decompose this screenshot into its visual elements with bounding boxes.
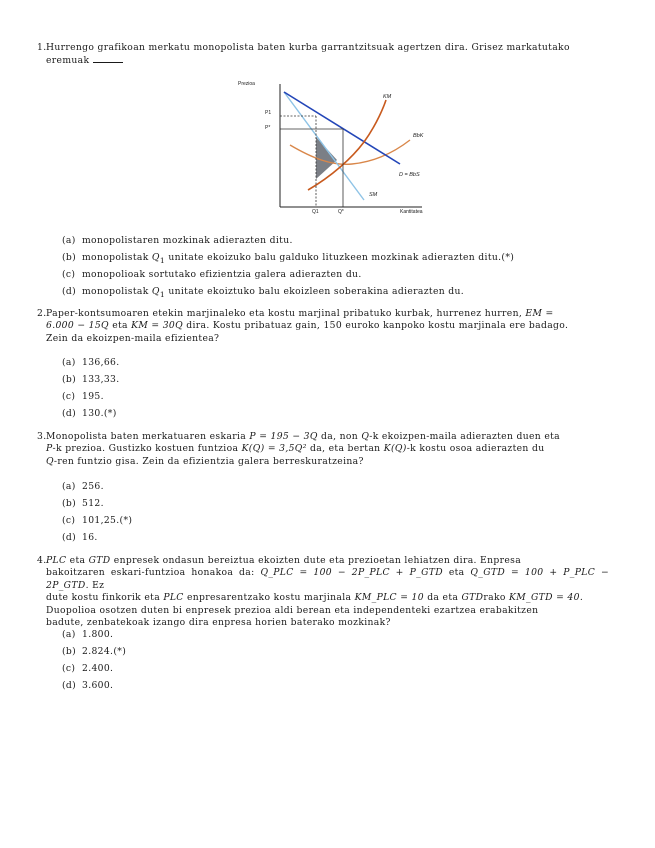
answer-blank [93, 54, 123, 63]
q4-option-a[interactable]: (a) 1.800. [62, 629, 114, 640]
q2-option-c[interactable]: (c) 195. [62, 391, 104, 402]
q1-option-b[interactable]: (b) monopolistak $Q_1$ unitate ekoizuko balu galduko lituzkeen mozkinak adierazten ditu.(*) [62, 252, 515, 265]
label-sm: SM [369, 192, 378, 198]
q2-option-d[interactable]: (d) 130.(*) [62, 408, 117, 419]
question-stem: Hurrengo grafikoan merkatu monopolista baten kurba garrantzitsuak agertzen dira. Grisez markatutako eremuak [46, 42, 570, 67]
price-label-pstar: P* [265, 125, 271, 131]
label-km: KM [383, 94, 392, 100]
question-number: 2. [37, 308, 47, 319]
quantity-label-qstar: Q* [338, 209, 344, 215]
question-4 [37, 555, 609, 629]
q3-option-d[interactable]: (d) 16. [62, 532, 98, 543]
q1-option-d[interactable]: (d) monopolistak $Q_1$ unitate ekoiztuko balu ekoizleen soberakina adierazten du. [62, 286, 465, 299]
price-label-p1: P1 [265, 110, 272, 116]
average-cost-curve [290, 140, 410, 164]
label-bbk: BbK [413, 133, 424, 139]
q3-option-c[interactable]: (c) 101,25.(*) [62, 515, 133, 526]
q4-option-b[interactable]: (b) 2.824.(*) [62, 646, 127, 657]
q4-option-c[interactable]: (c) 2.400. [62, 663, 114, 674]
marginal-revenue-curve [284, 92, 364, 200]
q1-option-a[interactable]: (a) monopolistaren mozkinak adierazten ditu. [62, 235, 293, 246]
question-stem: Paper-kontsumoaren etekin marjinaleko eta kostu marjinal pribatuko kurbak, hurrenez hurren, EM = 6.000 − 15Q eta KM = 30Q dira. Kostu pribatuaz gain, 150 euroko kanpoko kostu marjinala ere badago. Zein da ekoizpen-maila efizientea? [46, 308, 569, 344]
x-axis-label: Kantitatea [400, 209, 423, 215]
q3-option-a[interactable]: (a) 256. [62, 481, 104, 492]
q2-option-b[interactable]: (b) 133,33. [62, 374, 120, 385]
question-number: 1. [37, 42, 47, 53]
y-axis-label: Prezioa [238, 81, 255, 87]
question-stem: Monopolista baten merkatuaren eskaria P = 195 − 3Q da, non Q-k ekoizpen-maila adierazten duen eta P-k prezioa. Gustizko kostuen funtzioa K(Q) = 3,5Q² da, eta bertan K(Q)-k kostu osoa adierazten du Q-ren funtzio gisa. Zein da efizientzia galera berreskuratzeina? [46, 431, 560, 467]
q4-option-d[interactable]: (d) 3.600. [62, 680, 114, 691]
q3-option-b[interactable]: (b) 512. [62, 498, 104, 509]
question-number: 3. [37, 431, 47, 442]
question-stem: PLC eta GTD enpresek ondasun bereiztua ekoizten dute eta prezioetan lehiatzen dira. Enpresa bakoitzaren eskari-funtzioa honakoa da: Q_PLC = 100 − 2P_PLC + P_GTD eta Q_GTD = 100 + P_PLC − 2P_GTD. Ez dute kostu finkorik eta PLC enpresarentzako kostu marjinala KM_PLC = 10 da eta GTDrako KM_GTD = 40. Duopolioa osotzen duten bi enpresek prezioa aldi berean eta independenteki ezartzea erabakitzen badute, zenbatekoak izango dira enpresa horien baterako mozkinak? [46, 555, 609, 629]
question-3 [37, 431, 609, 468]
monopoly-figure [232, 76, 432, 220]
quantity-label-q1: Q1 [312, 209, 319, 215]
label-demand: D = BbS [399, 172, 420, 178]
demand-curve [284, 92, 400, 164]
question-2 [37, 308, 609, 345]
q2-option-a[interactable]: (a) 136,66. [62, 357, 120, 368]
question-1 [37, 42, 609, 68]
question-number: 4. [37, 555, 47, 566]
q1-option-c[interactable]: (c) monopolioak sortutako efizientzia galera adierazten du. [62, 269, 362, 280]
